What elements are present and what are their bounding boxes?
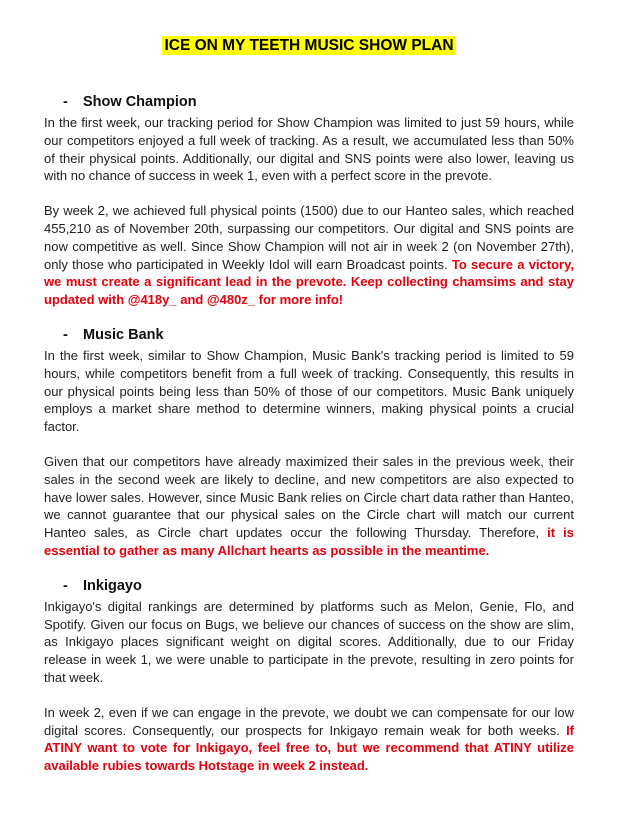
section-show-champion — [44, 93, 574, 309]
section-heading — [63, 577, 574, 595]
emphasis-text: it is essential to gather as many Allchart hearts as possible in the meantime. — [44, 525, 574, 558]
section-heading — [63, 326, 574, 344]
section-inkigayo — [44, 577, 574, 775]
page-title: ICE ON MY TEETH MUSIC SHOW PLAN — [164, 37, 454, 54]
paragraph-text: In the first week, similar to Show Champion, Music Bank's tracking period is limited to 59 hours, while competitors benefit from a full week of tracking. Consequently, this results in our physical points being less than 50% of those of our competitors. Music Bank uniquely employs a market share method to determine winners, making physical points a crucial factor. — [44, 347, 574, 435]
emphasis-text: To secure a victory, we must create a significant lead in the prevote. Keep collecting chamsims and stay updated with @418y_ and @480z_ for more info! — [44, 256, 574, 308]
emphasis-text: If ATINY want to vote for Inkigayo, feel free to, but we recommend that ATINY utilize available rubies towards Hotstage in week 2 instead. — [44, 722, 575, 774]
bullet-dash: - — [63, 326, 68, 343]
paragraph-text: In the first week, our tracking period for Show Champion was limited to just 59 hours, while our competitors enjoyed a full week of tracking. As a result, we accumulated less than 50% of their physical points. Additionally, our digital and SNS points were also lower, leaving us with no chance of success in week 1, even with a perfect score in the prevote. — [44, 115, 574, 184]
paragraph — [44, 347, 574, 436]
paragraph — [44, 202, 574, 309]
title-wrap — [44, 36, 574, 55]
paragraph — [44, 453, 574, 560]
section-music-bank — [44, 326, 574, 560]
section-heading-text: Music Bank — [83, 326, 164, 343]
paragraph-text: Given that our competitors have already maximized their sales in the previous week, their sales in the second week are likely to decline, and new competitors are also expected to have lower sales. However, since Music Bank relies on Circle chart data rather than Hanteo, we cannot guarantee that our physical sales on the Circle chart will match our current Hanteo sales, as Circle chart updates occur the following Thursday. Therefore, — [44, 453, 574, 541]
paragraph-text: By week 2, we achieved full physical points (1500) due to our Hanteo sales, which reached 455,210 as of November 20th, surpassing our competitors. Our digital and SNS points are now competitive as well. Since Show Champion will not air in week 2 (on November 27th), only those who participated in Weekly Idol will earn Broadcast points. — [44, 203, 574, 272]
paragraph-text: In week 2, even if we can engage in the prevote, we doubt we can compensate for our low digital scores. Consequently, our prospects for Inkigayo remain weak for both weeks. — [44, 704, 574, 738]
paragraph — [44, 704, 574, 775]
paragraph — [44, 114, 574, 185]
bullet-dash: - — [63, 94, 68, 110]
paragraph-text: Inkigayo's digital rankings are determined by platforms such as Melon, Genie, Flo, and Spotify. Given our focus on Bugs, we believe our chances of success on the show are slim, as Inkigayo places significant weight on digital scores. Additionally, due to our Friday release in week 1, we were unable to participate in the prevote, resulting in zero points for that week. — [44, 598, 574, 685]
bullet-dash: - — [63, 577, 68, 594]
section-heading-text: Inkigayo — [83, 577, 142, 594]
section-heading-text: Show Champion — [83, 94, 197, 110]
paragraph — [44, 598, 574, 687]
section-heading — [63, 93, 574, 111]
